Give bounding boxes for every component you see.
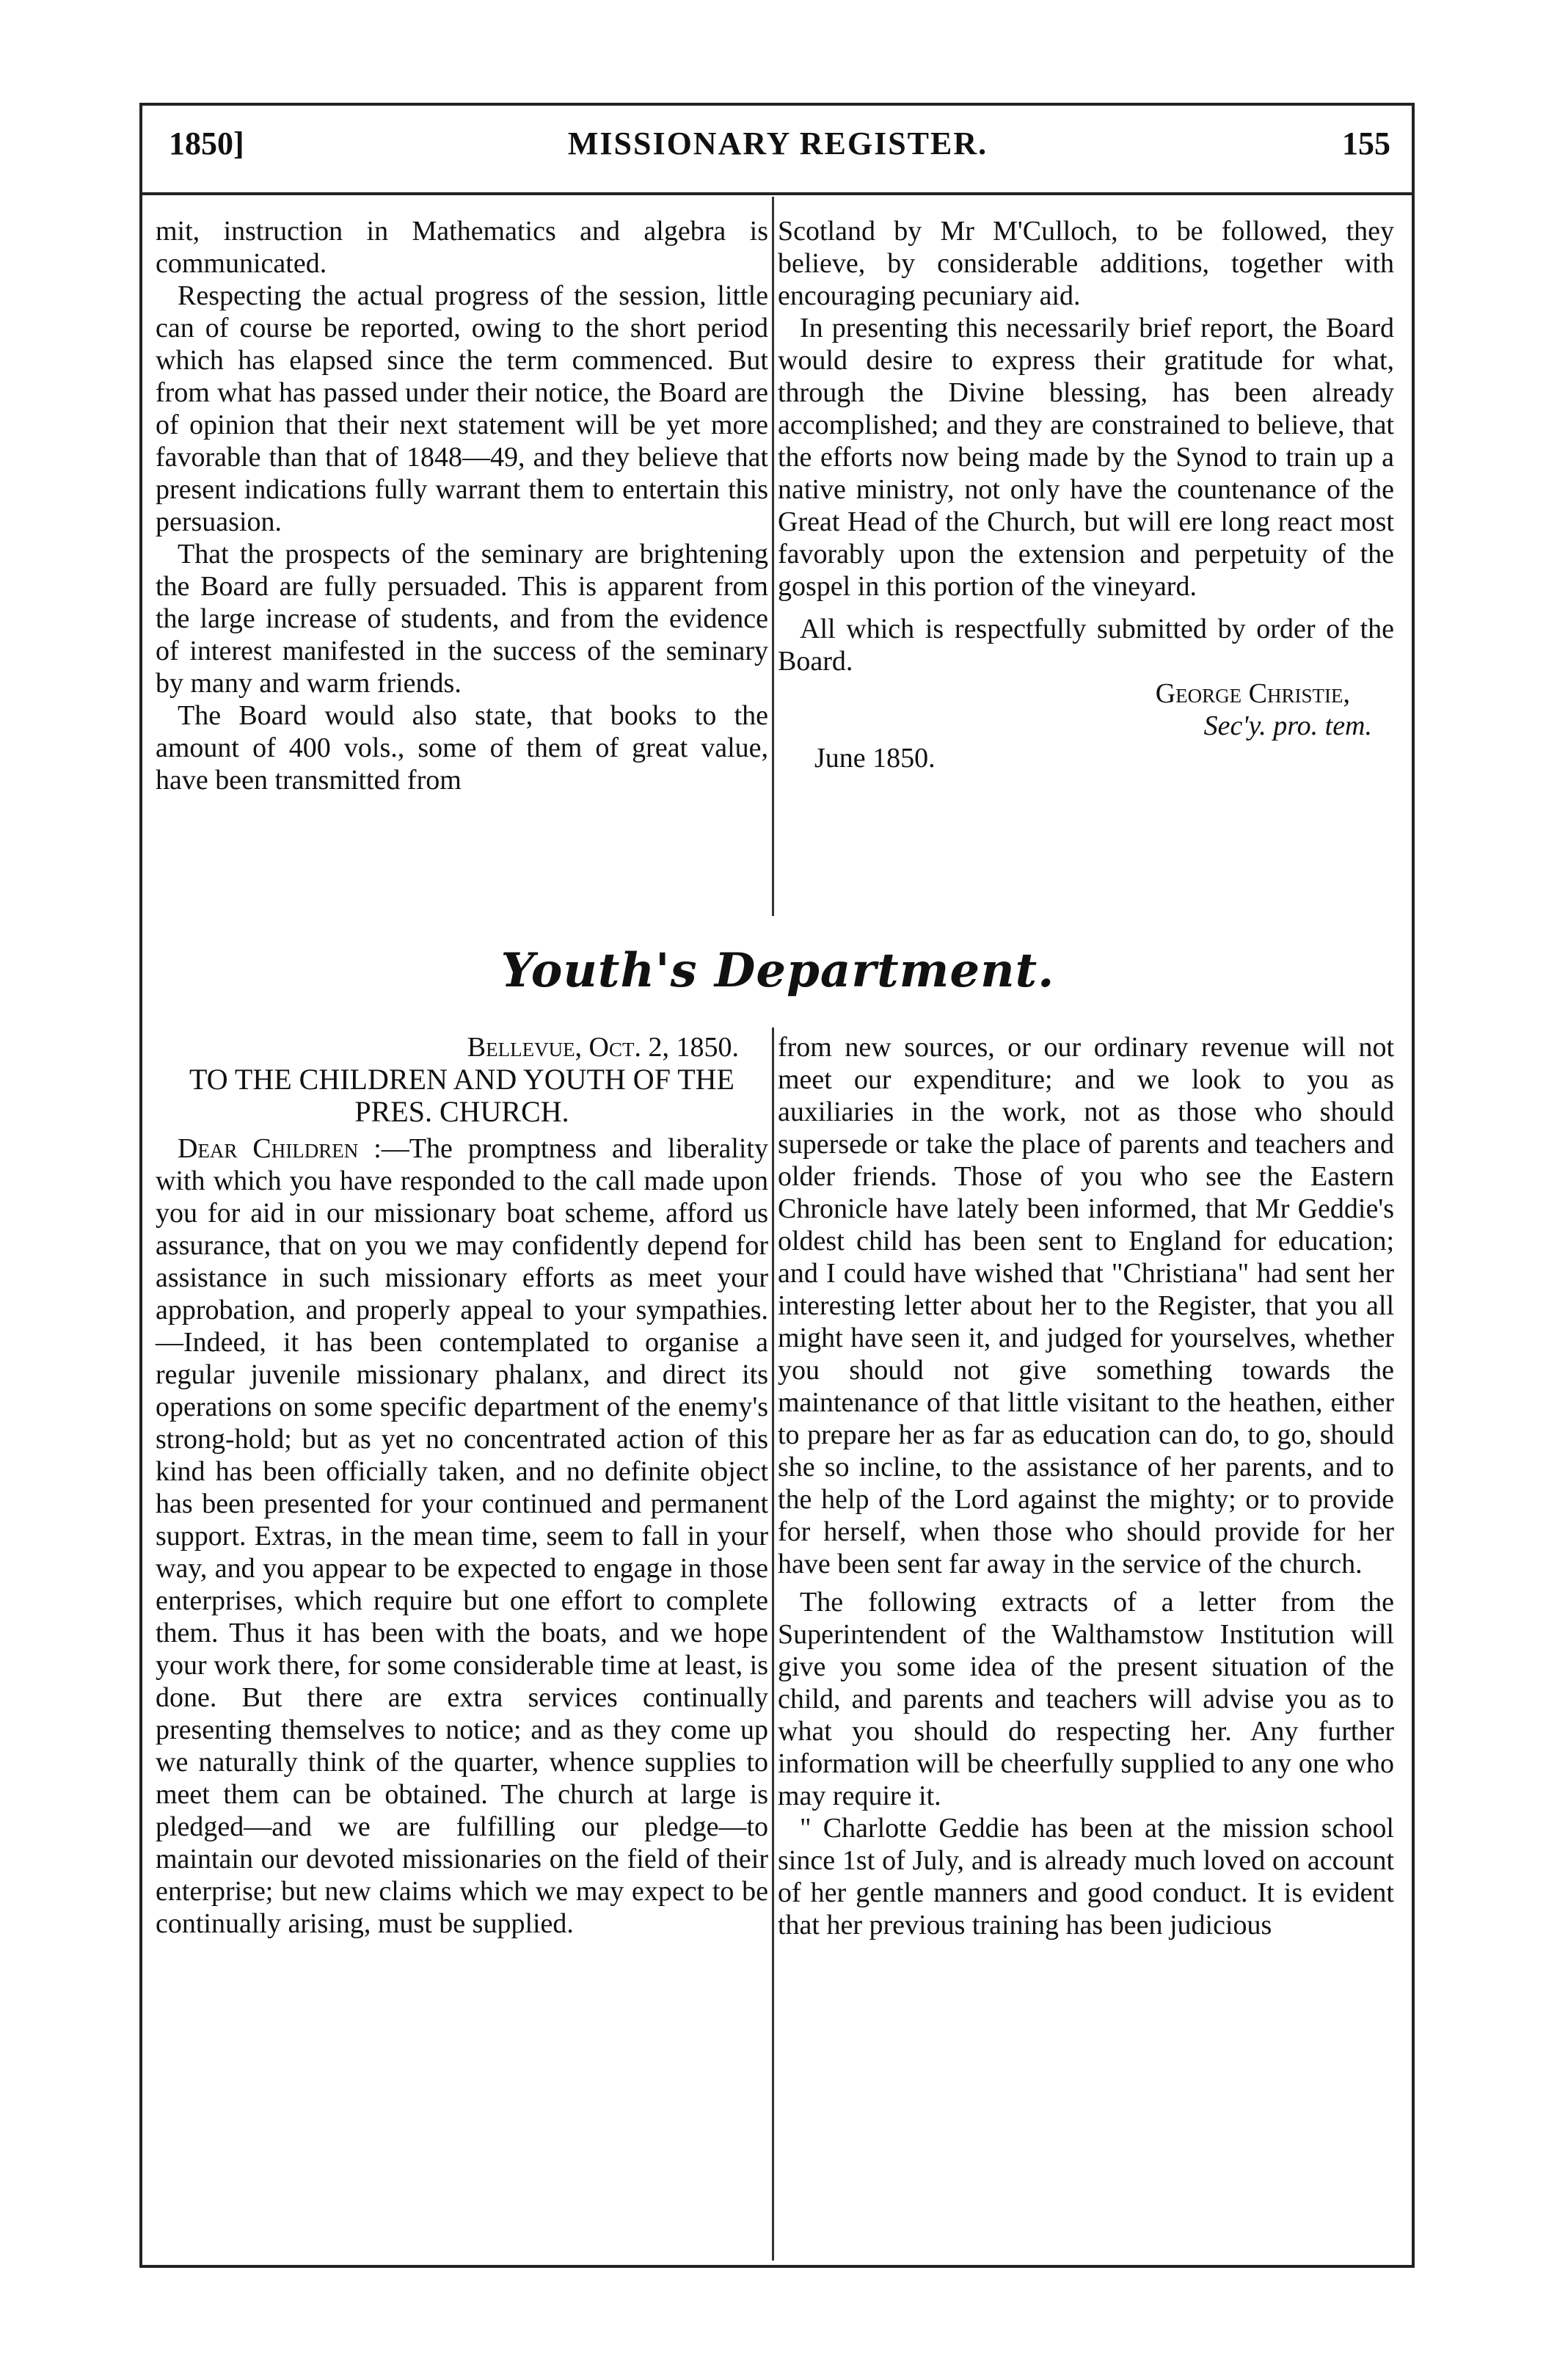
header-title: MISSIONARY REGISTER. (567, 126, 988, 161)
right-column-bottom (778, 1031, 1394, 1941)
right-column-top (778, 215, 1394, 774)
paragraph: Respecting the actual progress of the session, little can of course be reported, owing to the short period which has elapsed since the term commenced. But from what has passed under their notice, the Board are of opinion that their next statement will be yet more favorable than that of 1848—49, and they believe that present indications fully warrant them to entertain this persuasion. (156, 280, 768, 537)
column-divider-top (772, 197, 774, 916)
report-date: June 1850. (814, 743, 936, 774)
left-column-bottom (156, 1031, 768, 1940)
paragraph: The Board would also state, that books to the amount of 400 vols., some of them of great value, have been transmitted from (156, 700, 768, 796)
signature-name: George Christie, (1155, 678, 1350, 709)
paragraph: That the prospects of the seminary are brightening the Board are fully persuaded. This is apparent from the large increase of students, and from the evidence of interest manifested in the success of the seminary by many and warm friends. (156, 539, 768, 699)
running-header (158, 117, 1398, 176)
column-divider-bottom (772, 1028, 774, 2261)
header-year: 1850] (169, 126, 244, 161)
salutation: Dear Children : (178, 1133, 382, 1164)
dateline: Bellevue, Oct. 2, 1850. (467, 1032, 739, 1063)
paragraph: from new sources, or our ordinary revenue will not meet our expenditure; and we look to you as auxiliaries in the work, not as those who should supersede or take the place of parents and teachers and older friends. Those of you who see the Eastern Chronicle have lately been informed, that Mr Geddie's oldest child has been sent to England for education; and I could have wished that "Christiana" had sent her interesting letter about her to the Register, that you all might have seen it, and judged for yourselves, whether you should not give something towards the maintenance of that little visitant to the heathen, either to prepare her as far as education can do, to go, should she so incline, to the assistance of her parents, and to the help of the Lord against the mighty; or to provide for herself, when those who should provide for her have been sent far away in the service of the church. (778, 1032, 1394, 1579)
section-title: Youth's Department. (500, 943, 1055, 998)
paragraph: In presenting this necessarily brief report, the Board would desire to express their gratitude for what, through the Divine blessing, has been already accomplished; and they are constrained to believe, that the efforts now being made by the Synod to train up a native ministry, not only have the countenance of the Great Head of the Church, but will ere long react most favorably upon the extension and perpetuity of the gospel in this portion of the vineyard. (778, 313, 1394, 602)
paragraph: All which is respectfully submitted by order of the Board. (778, 614, 1394, 677)
paragraph: " Charlotte Geddie has been at the mission school since 1st of July, and is already much loved on account of her gentle manners and good conduct. It is evident that her previous training has been judicious (778, 1813, 1394, 1941)
left-column-top (156, 215, 768, 796)
paragraph: Scotland by Mr M'Culloch, to be followed, they believe, by considerable additions, together with encouraging pecuniary aid. (778, 216, 1394, 311)
paragraph: mit, instruction in Mathematics and algebra is communicated. (156, 216, 768, 279)
paragraph: —The promptness and liberality with which you have responded to the call made upon you for aid in our missionary boat scheme, afford us assurance, that on you we may confidently depend for assistance in such missionary efforts as meet your approbation, and properly appeal to your sympathies.—Indeed, it has been contemplated to organise a regular juvenile missionary phalanx, and direct its operations on some specific department of the enemy's strong-hold; but as yet no concentrated action of this kind has been officially taken, and no definite object has been presented for your continued and permanent support. Extras, in the mean time, seem to fall in your way, and you appear to be expected to engage in those enterprises, which require but one effort to complete them. Thus it has been with the boats, and we hope your work there, for some considerable time at least, is done. But there are extra services continually presenting themselves to notice; and as they come up we naturally think of the quarter, whence supplies to meet them can be obtained. The church at large is pledged—and we are fulfilling our pledge—to maintain our devoted missionaries on the field of their enterprise; but new claims which we may expect to be continually arising, must be supplied. (156, 1133, 768, 1939)
top-rule (139, 103, 1412, 106)
bottom-rule (139, 2265, 1412, 2268)
page-number: 155 (1342, 126, 1390, 161)
signature-title: Sec'y. pro. tem. (1203, 710, 1372, 741)
letter-heading: TO THE CHILDREN AND YOUTH OF THE PRES. CHURCH. (189, 1063, 734, 1128)
paragraph: The following extracts of a letter from the Superintendent of the Walthamstow Institution will give you some idea of the present situation of the child, and parents and teachers will advise you as to what you should do respecting her. Any further information will be cheerfully supplied to any one who may require it. (778, 1587, 1394, 1811)
header-rule (139, 192, 1412, 195)
